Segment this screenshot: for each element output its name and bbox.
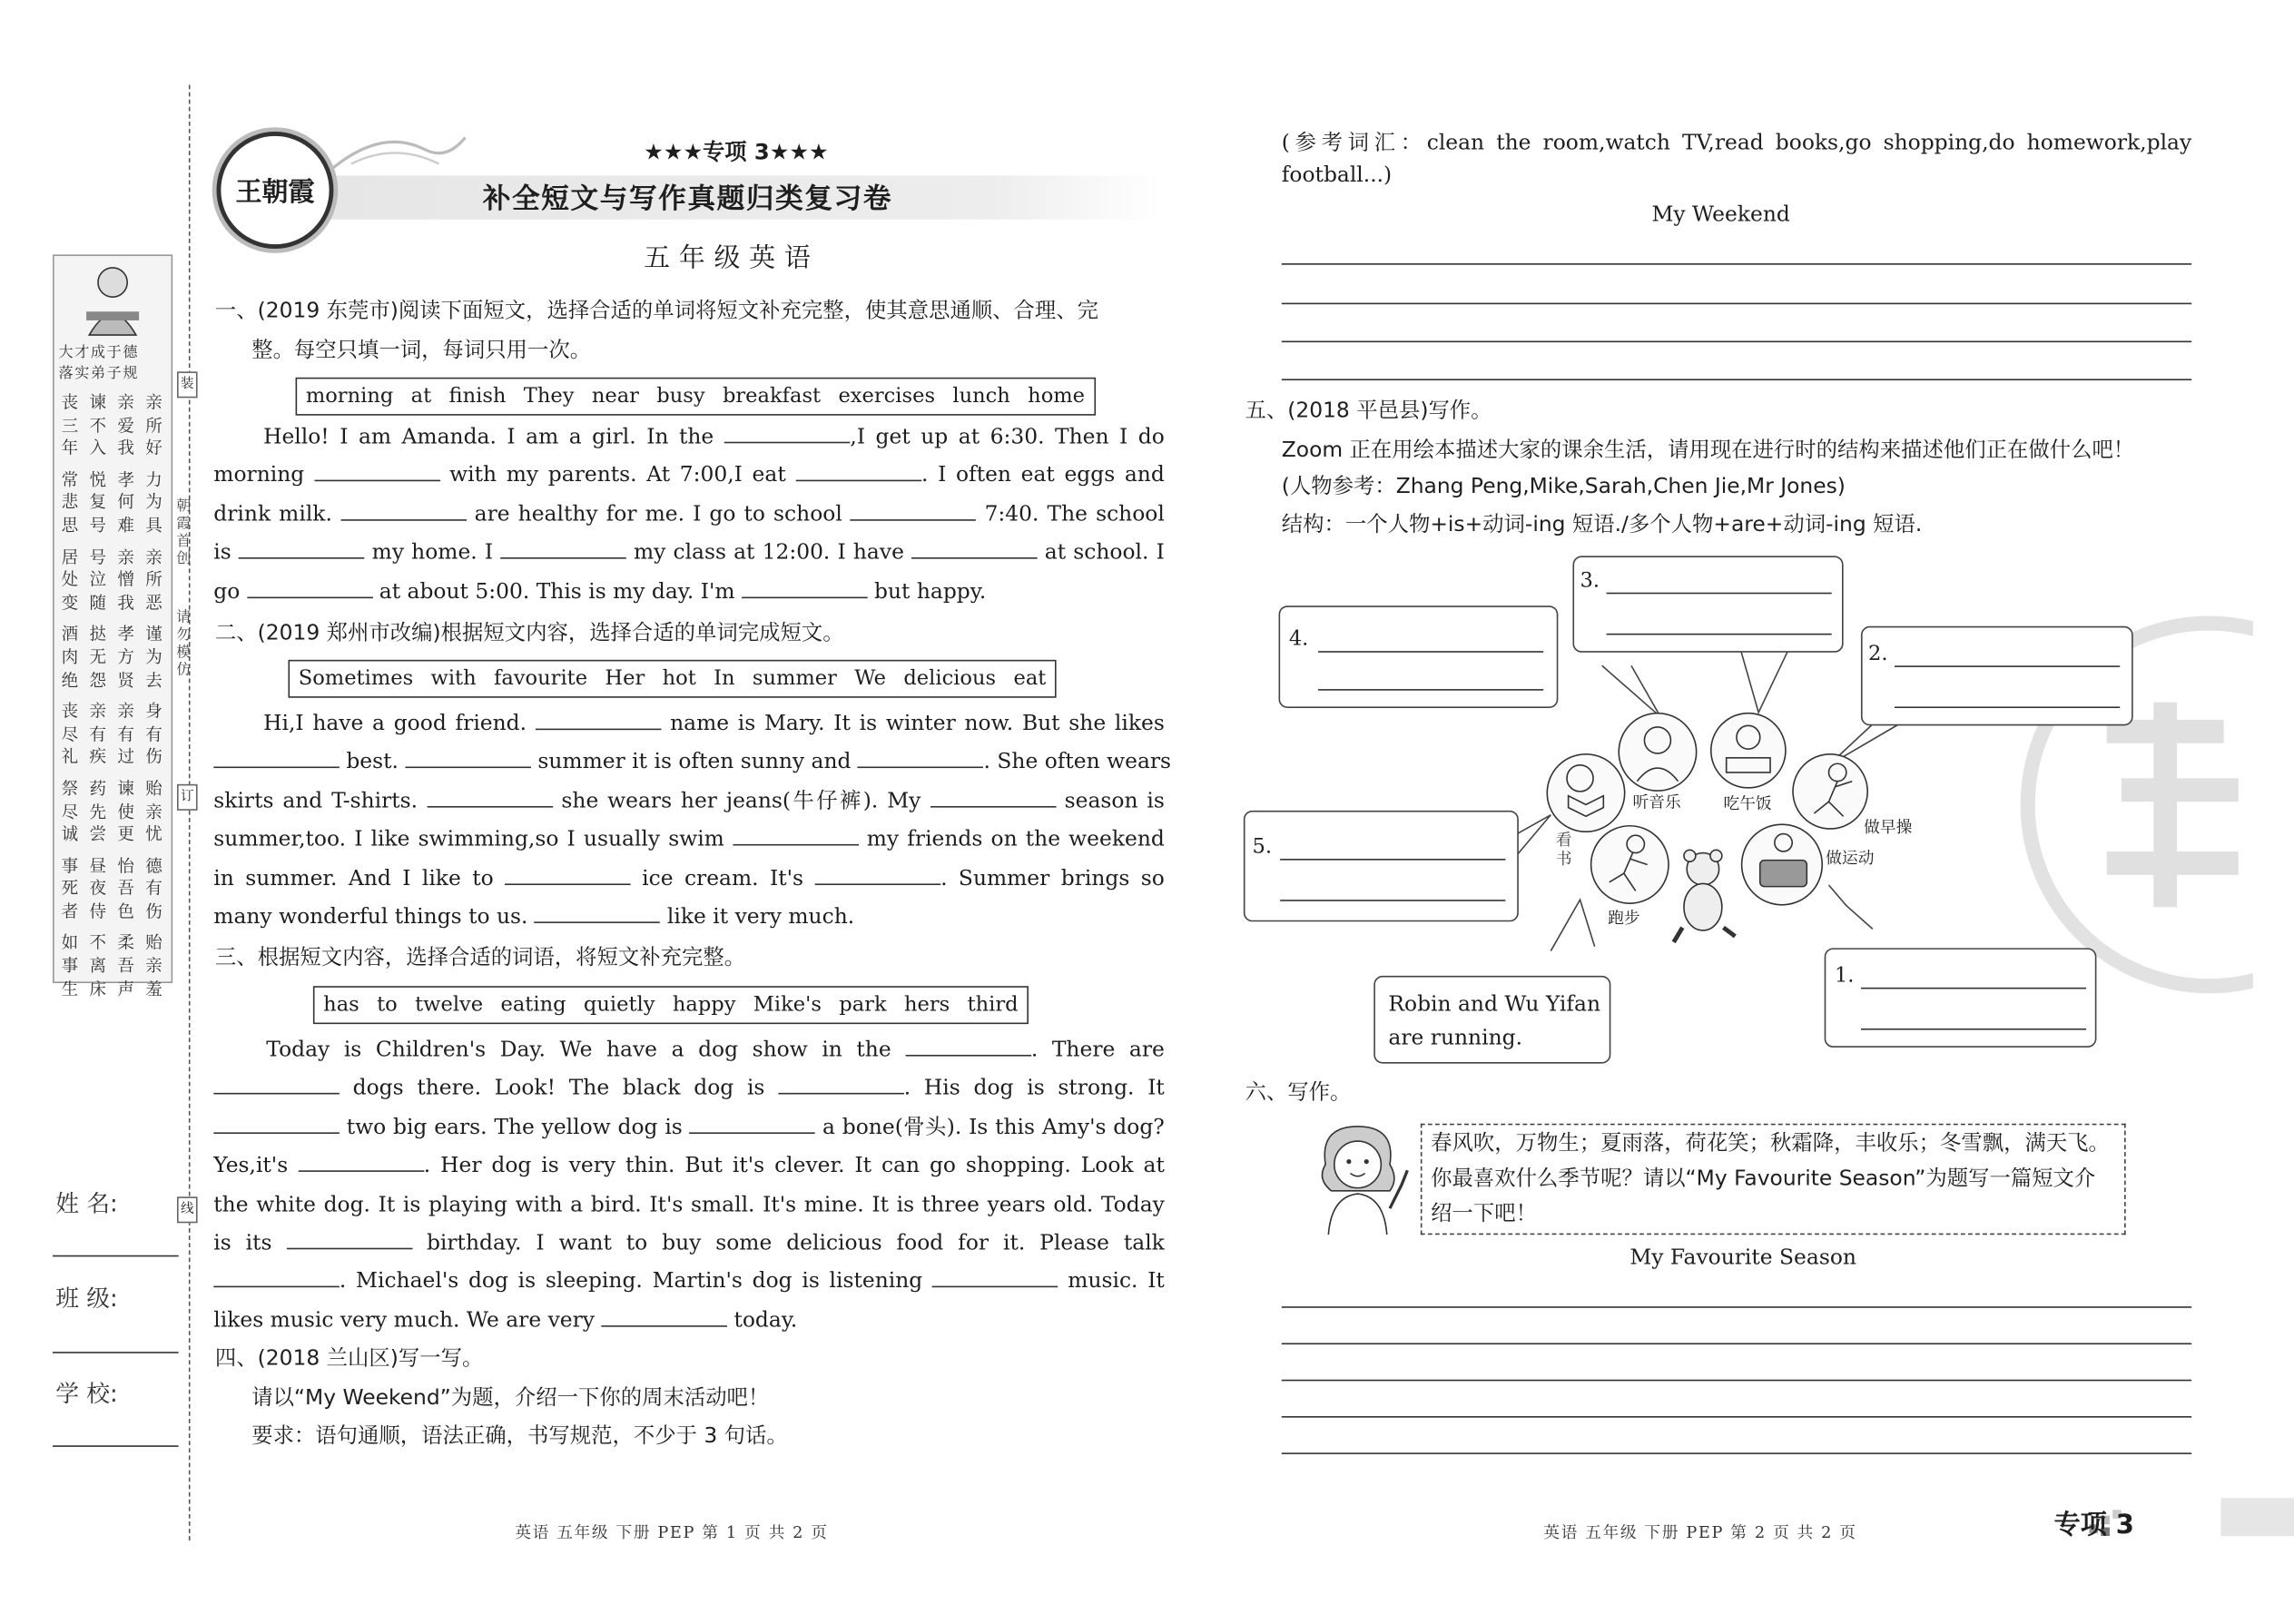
answer-line[interactable] [1607, 593, 1832, 595]
activity-picture [1741, 823, 1823, 905]
weekend-essay-title: My Weekend [1651, 203, 1790, 227]
section5-characters: (人物参考：Zhang Peng,Mike,Sarah,Chen Jie,Mr Jones) [1281, 475, 1846, 499]
answer-blank[interactable] [314, 463, 440, 482]
name-label: 姓 名: [55, 1189, 118, 1217]
answer-blank[interactable] [247, 578, 373, 597]
motto-line: 大才成于德 [58, 345, 140, 362]
badge-tab [2220, 1498, 2294, 1536]
reading-book-icon [1548, 755, 1624, 832]
answer-blank[interactable] [911, 540, 1038, 559]
doing-sports-icon [1742, 825, 1821, 904]
section6-heading: 六、写作。 [1245, 1080, 1352, 1105]
section5-heading: 五、(2018 平邑县)写作。 [1245, 399, 1492, 423]
activity-label: 做运动 [1826, 848, 1875, 868]
answer-line[interactable] [1895, 706, 2120, 708]
writing-line[interactable] [1282, 1416, 2191, 1418]
writing-line[interactable] [1282, 379, 2191, 380]
binding-mark: 线 [177, 1196, 198, 1223]
listening-music-icon [1620, 714, 1696, 790]
vertical-note: 朝霞首创 [172, 497, 189, 568]
class-label: 班 级: [55, 1284, 118, 1313]
answer-line[interactable] [1607, 634, 1832, 635]
activity-label: 跑步 [1608, 908, 1640, 928]
writing-line[interactable] [1282, 303, 2191, 305]
answer-line[interactable] [1318, 689, 1543, 691]
special-topic-label: ★★★专项 3★★★ [644, 139, 829, 166]
answer-blank[interactable] [601, 1307, 727, 1326]
section2-word-bank: Sometimes with favourite Her hot In summer We delicious eat [288, 660, 1056, 698]
answer-blank[interactable] [733, 827, 859, 846]
grade-subject: 五年级英语 [644, 242, 820, 274]
verse-block: 丧 谏 亲 亲 三 不 爱 所 年 入 我 好 常 悦 孝 力 悲 复 何 为 思 号 难 具 居 号 亲 亲 处 泣 憎 所 变 随 我 恶 酒 挞 孝 谨 肉 无 方 为 绝 怨 贤 去 丧 亲 亲 身 尽 有 有 有 礼 疾 过 伤 祭 药 谏 贻 尽 先 使 亲 诚 尝 更 忧 事 昼 怡 德 死 夜 吾 有 者 侍 色 伤 如 不 柔 贻 事 离 吾 亲 生 床 声 羞 [61, 391, 166, 999]
vertical-note: 请勿模仿 [172, 608, 189, 679]
answer-blank[interactable] [298, 1153, 424, 1172]
special-badge: 专项 3 [2053, 1510, 2134, 1541]
writing-line[interactable] [1282, 1380, 2191, 1382]
scholar-figure-icon [81, 261, 145, 338]
season-essay-title: My Favourite Season [1629, 1246, 1856, 1270]
answer-line[interactable] [1895, 665, 2120, 667]
section1-heading: 一、(2019 东莞市)阅读下面短文，选择合适的单词将短文补充完整，使其意思通顺、合理、完 [214, 300, 1099, 324]
girl-pointing-icon [1305, 1115, 1416, 1235]
answer-blank[interactable] [742, 578, 868, 597]
answer-bubble-3: 3. [1572, 556, 1843, 652]
school-label: 学 校: [55, 1379, 118, 1408]
section4-heading: 四、(2018 兰山区)写一写。 [214, 1347, 484, 1372]
section3-word-bank: has to twelve eating quietly happy Mike's park hers third [313, 986, 1029, 1024]
answer-line[interactable] [1280, 900, 1505, 901]
class-field-line[interactable] [53, 1352, 179, 1353]
answer-blank[interactable] [405, 750, 531, 769]
publisher-logo: 王朝霞 [217, 132, 334, 249]
answer-blank[interactable] [535, 904, 661, 923]
answer-bubble-4: 4. [1279, 605, 1559, 708]
writing-line[interactable] [1282, 263, 2191, 265]
activity-picture [1710, 713, 1787, 789]
answer-blank[interactable] [905, 1038, 1031, 1057]
answer-bubble-5: 5. [1244, 811, 1519, 921]
motto-line: 落实弟子规 [58, 365, 140, 382]
answer-line[interactable] [1318, 651, 1543, 653]
footer-left: 英语 五年级 下册 PEP 第 1 页 共 2 页 [515, 1522, 829, 1542]
section2-passage: Hi,I have a good friend. name is Mary. It is winter now. But she likes best. summer it is often sunny and . She often wears skirts and T-shirts. she wears her jeans(牛仔裤). My season is summer,too. I like swimming,so I usually swim my friends on the weekend in summer. And I like to ice cream. It's . Summer brings so many wonderful things to us. like it very much. [213, 712, 1172, 930]
answer-blank[interactable] [500, 540, 626, 559]
activity-picture [1792, 753, 1868, 830]
section4-vocab: (参考词汇：clean the room,watch TV,read books,go shopping,do homework,play [1281, 132, 2192, 155]
writing-prompt-box: 春风吹，万物生；夏雨落，荷花笑；秋霜降，丰收乐；冬雪飘，满天飞。你最喜欢什么季节呢？请以“My Favourite Season”为题写一篇短文介绍一下吧！ [1421, 1124, 2126, 1235]
answer-blank[interactable] [930, 788, 1056, 807]
section4-instruction: 请以“My Weekend”为题，介绍一下你的周末活动吧！ [251, 1386, 770, 1411]
answer-line[interactable] [1861, 988, 2086, 989]
section3-heading: 三、根据短文内容，选择合适的词语，将短文补充完整。 [214, 946, 746, 970]
activity-label: 做早操 [1864, 817, 1913, 837]
answer-blank[interactable] [536, 711, 662, 730]
page-title: 补全短文与写作真题归类复习卷 [482, 182, 893, 215]
binding-mark: 订 [177, 784, 198, 811]
answer-blank[interactable] [239, 540, 365, 559]
writing-line[interactable] [1282, 1306, 2191, 1308]
answer-blank[interactable] [778, 1076, 904, 1095]
section1-passage: Hello! I am Amanda. I am a girl. In the ,I get up at 6:30. Then I do morning with my parents. At 7:00,I eat . I often eat eggs and drink milk. are healthy for me. I go to school 7:40. The school is my home. I my class at 12:00. I have at school. I go at about 5:00. This is my day. I'm but happy. [213, 425, 1165, 604]
answer-blank[interactable] [858, 750, 984, 769]
activity-picture [1590, 825, 1669, 904]
morning-exercise-icon [1794, 755, 1867, 829]
answer-blank[interactable] [213, 1269, 340, 1288]
answer-blank[interactable] [724, 424, 851, 443]
section4-requirements: 要求：语句通顺，语法正确，书写规范，不少于 3 句话。 [251, 1424, 788, 1449]
answer-blank[interactable] [213, 1115, 340, 1134]
school-field-line[interactable] [53, 1445, 179, 1447]
answer-blank[interactable] [932, 1269, 1058, 1288]
name-field-line[interactable] [53, 1255, 179, 1257]
activity-label: 吃午饭 [1723, 794, 1772, 814]
answer-line[interactable] [1280, 859, 1505, 861]
answer-line[interactable] [1861, 1029, 2086, 1030]
section5-structure: 结构：一个人物+is+动词-ing 短语./多个人物+are+动词-ing 短语. [1281, 513, 1923, 537]
binding-dashed-line [189, 84, 191, 1540]
writing-line[interactable] [1282, 1452, 2191, 1454]
activity-label: 看书 [1553, 831, 1573, 870]
answer-blank[interactable] [690, 1115, 816, 1134]
section1-word-bank: morning at finish They near busy breakfast exercises lunch home [296, 378, 1096, 416]
answer-blank[interactable] [213, 750, 340, 769]
answer-bubble-2: 2. [1861, 626, 2133, 726]
answer-blank[interactable] [213, 1076, 340, 1095]
answer-blank[interactable] [340, 501, 467, 520]
writing-line[interactable] [1282, 1343, 2191, 1344]
teddy-bear-icon [1668, 846, 1744, 951]
section3-passage: Today is Children's Day. We have a dog show in the . There are dogs there. Look! The black dog is . His dog is strong. It two big ears. The yellow dog is a bone(骨头). Is this Amy's dog? Yes,it's . Her dog is very thin. But it's clever. It can go shopping. Look at the white dog. It is playing with a bird. It's small. It's mine. It is three years old. Today is its birthday. I want to buy some delicious food for it. Please talk . Michael's dog is sleeping. Martin's dog is listening music. It likes music very much. We are very today. [213, 1038, 1165, 1333]
example-bubble [1373, 976, 1610, 1064]
activity-picture [1546, 753, 1625, 832]
answer-blank[interactable] [851, 501, 977, 520]
activity-picture [1618, 713, 1697, 792]
activity-label: 听音乐 [1632, 792, 1681, 812]
answer-bubble-1: 1. [1825, 948, 2097, 1048]
running-icon [1591, 827, 1668, 903]
section4-vocab-cont: football...) [1281, 163, 1393, 188]
example-sentence: Robin and Wu Yifan are running. [1388, 993, 1601, 1051]
section5-instruction: Zoom 正在用绘本描述大家的课余生活，请用现在进行时的结构来描述他们正在做什么吧！ [1281, 438, 2135, 463]
answer-blank[interactable] [795, 463, 921, 482]
answer-blank[interactable] [427, 788, 553, 807]
eating-lunch-icon [1712, 714, 1786, 787]
answer-blank[interactable] [286, 1230, 412, 1249]
writing-line[interactable] [1282, 341, 2191, 343]
section2-heading: 二、(2019 郑州市改编)根据短文内容，选择合适的单词完成短文。 [214, 621, 844, 645]
binding-mark: 装 [177, 371, 198, 398]
answer-blank[interactable] [505, 865, 631, 884]
section1-heading-cont: 整。每空只填一词，每词只用一次。 [251, 339, 592, 363]
answer-blank[interactable] [814, 865, 940, 884]
ribbon-decoration-icon [322, 120, 468, 178]
footer-right: 英语 五年级 下册 PEP 第 2 页 共 2 页 [1543, 1522, 1857, 1542]
